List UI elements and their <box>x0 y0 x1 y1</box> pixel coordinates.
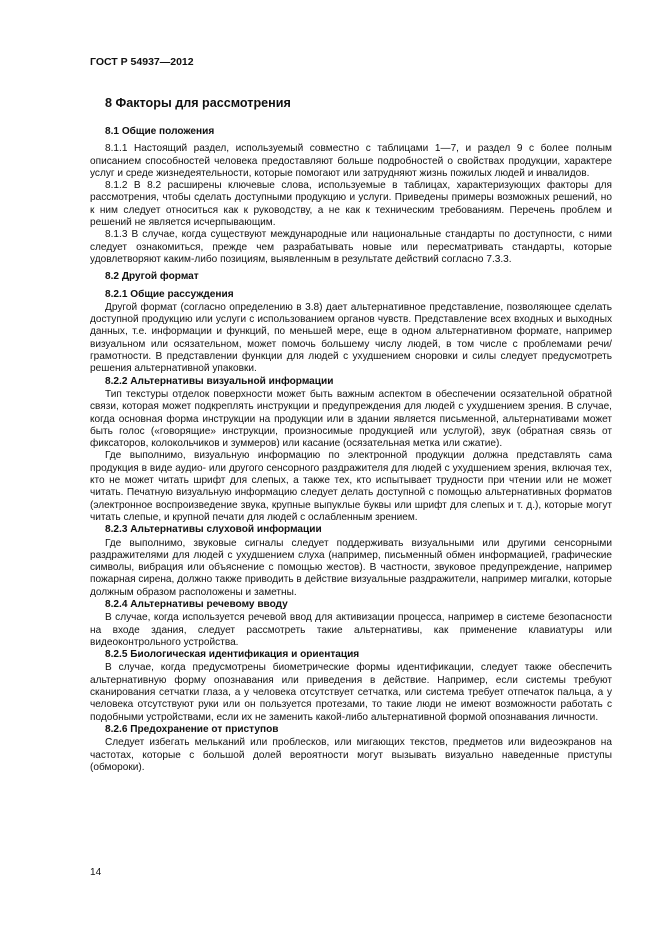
page-number: 14 <box>90 867 102 878</box>
paragraph-8-1-1: 8.1.1 Настоящий раздел, используемый совместно с таблицами 1—7, и раздел 9 с более полным описанием способностей человека предоставляют больше подробностей о свойствах продукции, характере услуг и среде жизнедеятельности, которые помогают или затрудняют жизнь пожилых людей и инвалидов. <box>90 143 612 179</box>
section-title: 8 Факторы для рассмотрения <box>105 96 291 110</box>
clause-8-2-2-title: 8.2.2 Альтернативы визуальной информации <box>105 375 334 387</box>
subsection-8-1-title: 8.1 Общие положения <box>105 126 215 137</box>
paragraph-8-1-2: 8.1.2 В 8.2 расширены ключевые слова, используемые в таблицах, характеризующих факторы для рассмотрения, чтобы сделать доступными продукцию и услуги. Приведены примеры возможных решений, но к ним следует относиться как к руководству, а не как к техническим требованиям. Перечень проблем и решений не является исчерпывающим. <box>90 180 612 229</box>
document-code-header: ГОСТ Р 54937—2012 <box>90 56 194 68</box>
page-content <box>90 95 612 774</box>
clause-8-2-5-title: 8.2.5 Биологическая идентификация и ориентация <box>105 649 360 661</box>
clause-8-2-3-title: 8.2.3 Альтернативы слуховой информации <box>105 524 322 536</box>
paragraph-8-2-6: Следует избегать мельканий или проблесков, или мигающих текстов, предметов или видеоэкранов на частотах, которые с большой долей вероятности могут вызывать визуально наведенные приступы (обмороки). <box>90 737 612 773</box>
paragraph-8-2-5: В случае, когда предусмотрены биометрические формы идентификации, следует также обеспечить альтернативную форму опознавания или приведения в действие. Например, если системы требуют сканирования сетчатки глаза, а у человека отсутствует сетчатка, или система требует отпечаток пальца, а у человека отсутствуют руки или он пользуется протезами, то такие люди не имеют возможности работать с подобными устройствами, если их не заменить какой-либо альтернативной формой опознавания личности. <box>90 662 612 723</box>
paragraph-8-2-3: Где выполнимо, звуковые сигналы следует поддерживать визуальными или другими сенсорными раздражителями для людей с ухудшением слуха (например, письменный обмен информацией, графические символы, вибрация или объяснение с помощью жестов). В частности, звуковое предупреждение, например пожарная сирена, должно также приводить в действие визуальные раздражители, например мигалки, которые должным образом расположены и заметны. <box>90 537 612 598</box>
paragraph-8-2-2-b: Где выполнимо, визуальную информацию по электронной продукции должна представлять сама продукция в виде аудио- или другого сенсорного раздражителя для людей с ухудшением зрения, включая тех, кто не может читать шрифт для слепых, а также тех, кто испытывает трудности при чтении или не может читать. Печатную визуальную информацию следует делать доступной с помощью альтернативных форматов (электронное воспроизведение звука, крупные выпуклые буквы или шрифт для слепых и т. д.), которые могут читать слепые, и крупной печати для людей с ослабленным зрением. <box>90 450 612 523</box>
clause-8-2-6-title: 8.2.6 Предохранение от приступов <box>105 723 279 735</box>
paragraph-8-1-3: 8.1.3 В случае, когда существуют международные или национальные стандарты по доступности, с ними следует ознакомиться, прежде чем разрабатывать новые или пересматривать стандарты, которые удовлетворяют каким-либо позициям, выявленным в результате действий согласно 7.3.3. <box>90 229 612 265</box>
paragraph-8-2-1: Другой формат (согласно определению в 3.8) дает альтернативное представление, позволяющее сделать доступной продукцию или услуги с использованием органов чувств. Представление всех входных и выходных данных, т.е. информации и функций, по меньшей мере, еще в одном альтернативном формате, например визуальном или осязательном, может помочь большему числу людей, в том числе с проблемами речи/грамотности. В представлении функции для людей с ухудшением сноровки и силы следует предусмотреть решения альтернативной упаковки. <box>90 301 612 375</box>
paragraph-8-2-2-a: Тип текстуры отделок поверхности может быть важным аспектом в обеспечении осязательной обратной связи, которая может подкреплять инструкции и предупреждения для людей с ухудшением зрения. В случае, когда основная форма инструкции на продукции или в здании является письменной, альтернативами может быть голос («говорящие» инструкции, произносимые продукцией или услугой), звук (обратная связь от фиксаторов, колокольчиков и зуммеров) или касание (осязательная метка или сжатие). <box>90 388 612 450</box>
subsection-8-2-title: 8.2 Другой формат <box>105 271 199 283</box>
clause-8-2-1-title: 8.2.1 Общие рассуждения <box>105 288 234 300</box>
paragraph-8-2-4: В случае, когда используется речевой ввод для активизации процесса, например в системе безопасности на входе здания, следует рассмотреть такие альтернативы, как применение клавиатуры или видеоконтрольного устройства. <box>90 612 612 648</box>
clause-8-2-4-title: 8.2.4 Альтернативы речевому вводу <box>105 598 288 610</box>
